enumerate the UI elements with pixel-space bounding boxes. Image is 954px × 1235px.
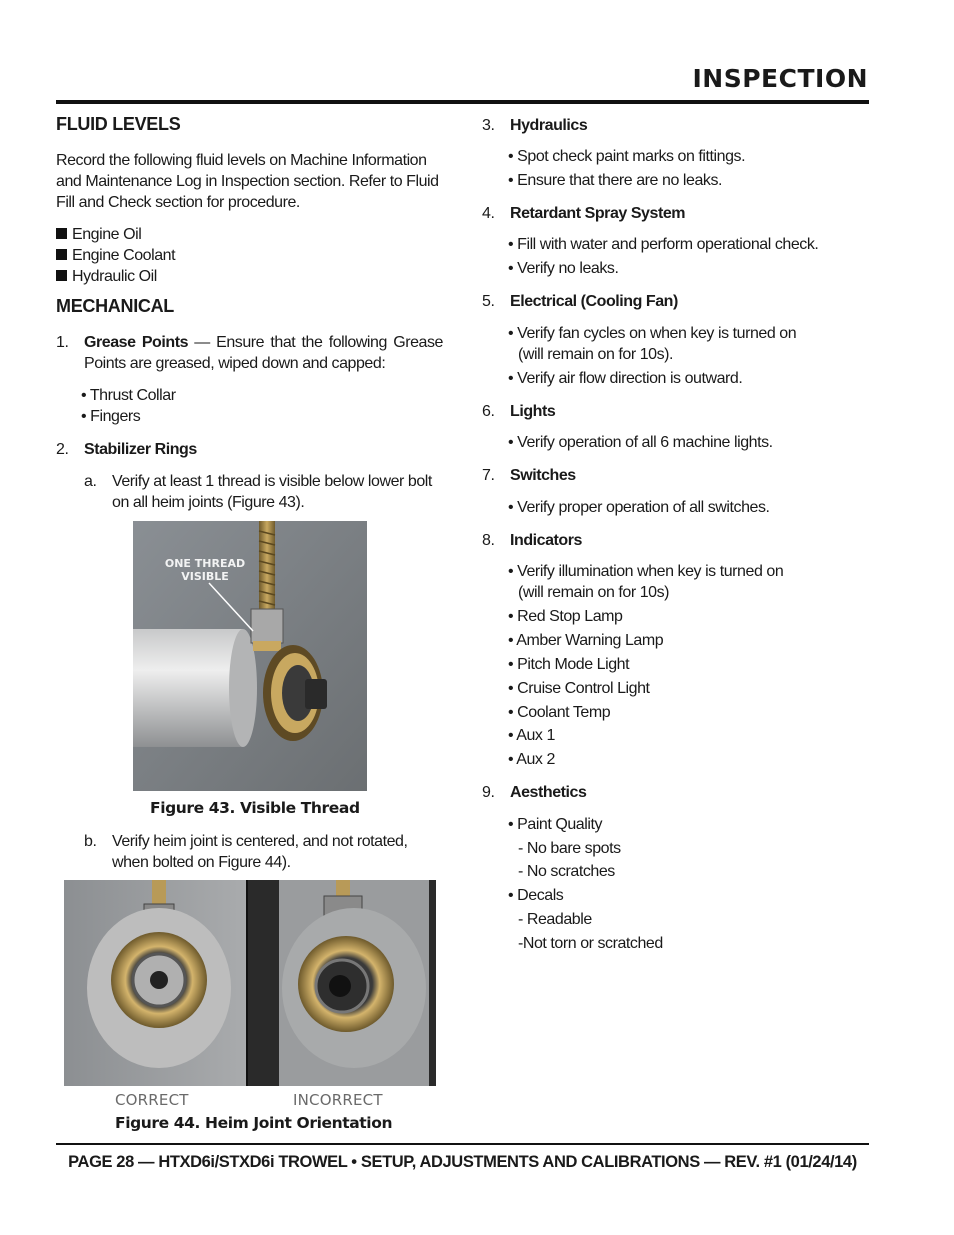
aesthetics-bullet: • Paint Quality <box>508 816 603 833</box>
aesthetics-subitem: -Not torn or scratched <box>518 935 663 952</box>
fingers-bullet: • Fingers <box>81 408 141 425</box>
electrical-bullet: • Verify air flow direction is outward. <box>508 370 743 387</box>
lights-title: Lights <box>510 403 556 420</box>
bottom-divider <box>56 1143 869 1145</box>
indicators-bullet: • Verify illumination when key is turned on <box>508 563 784 580</box>
grease-points-title: Grease Points <box>84 334 189 351</box>
indicators-bullet: • Pitch Mode Light <box>508 656 630 673</box>
indicators-title: Indicators <box>510 532 582 549</box>
stabilizer-rings-title: Stabilizer Rings <box>84 441 197 458</box>
fluid-item: Engine Oil <box>56 224 141 245</box>
fluid-item: Engine Coolant <box>56 245 175 266</box>
hydraulics-bullet: • Spot check paint marks on fittings. <box>508 148 746 165</box>
figure-43-photo <box>133 521 367 791</box>
switches-bullet: • Verify proper operation of all switches. <box>508 499 770 516</box>
top-divider <box>56 100 869 104</box>
indicators-bullet-cont: (will remain on for 10s) <box>518 584 670 601</box>
indicators-bullet: • Aux 1 <box>508 727 555 744</box>
thrust-collar-bullet: • Thrust Collar <box>81 387 176 404</box>
item-number: 8. <box>482 532 495 549</box>
retardant-bullet: • Verify no leaks. <box>508 260 619 277</box>
step-letter: b. <box>84 833 97 850</box>
figure-44-photo <box>64 880 436 1086</box>
electrical-title: Electrical (Cooling Fan) <box>510 293 678 310</box>
indicators-bullet: • Cruise Control Light <box>508 680 650 697</box>
aesthetics-subitem: - Readable <box>518 911 592 928</box>
step-a-text: Verify at least 1 thread is visible below lower bolt on all heim joints (Figure 43). <box>112 473 432 511</box>
fluid-levels-intro: Record the following fluid levels on Machine Information and Maintenance Log in Inspection section. Refer to Fluid Fill and Check section for procedure. <box>56 152 439 211</box>
electrical-bullet: • Verify fan cycles on when key is turned on <box>508 325 797 342</box>
indicators-bullet: • Amber Warning Lamp <box>508 632 664 649</box>
heim-joint-orientation-illustration <box>64 880 436 1086</box>
aesthetics-bullet: • Decals <box>508 887 564 904</box>
item-number: 9. <box>482 784 495 801</box>
item-number: 1. <box>56 334 69 351</box>
hydraulics-bullet: • Ensure that there are no leaks. <box>508 172 722 189</box>
mechanical-heading: MECHANICAL <box>56 296 174 316</box>
item-number: 7. <box>482 467 495 484</box>
figure-43-caption: Figure 43. Visible Thread <box>150 799 360 817</box>
indicators-bullet: • Coolant Temp <box>508 704 611 721</box>
fluid-levels-heading: FLUID LEVELS <box>56 114 181 134</box>
lights-bullet: • Verify operation of all 6 machine lights. <box>508 434 773 451</box>
item-number: 4. <box>482 205 495 222</box>
fluid-item: Hydraulic Oil <box>56 266 157 287</box>
section-title: INSPECTION <box>692 64 868 93</box>
item-number: 6. <box>482 403 495 420</box>
retardant-bullet: • Fill with water and perform operational check. <box>508 236 819 253</box>
aesthetics-subitem: - No bare spots <box>518 840 621 857</box>
aesthetics-title: Aesthetics <box>510 784 587 801</box>
figure-43-label: ONE THREAD VISIBLE <box>164 557 246 583</box>
step-letter: a. <box>84 473 97 490</box>
correct-label: CORRECT <box>115 1091 189 1109</box>
item-number: 5. <box>482 293 495 310</box>
indicators-bullet: • Aux 2 <box>508 751 555 768</box>
aesthetics-subitem: - No scratches <box>518 863 615 880</box>
item-number: 3. <box>482 117 495 134</box>
grease-points-text: — Ensure that the following Grease Points are greased, wiped down and capped: <box>84 334 443 372</box>
retardant-spray-title: Retardant Spray System <box>510 205 686 222</box>
step-b-text: Verify heim joint is centered, and not rotated, when bolted on Figure 44). <box>112 833 408 871</box>
grease-points-item <box>84 332 443 374</box>
indicators-bullet: • Red Stop Lamp <box>508 608 623 625</box>
page-footer: PAGE 28 — HTXD6i/STXD6i TROWEL • SETUP, ADJUSTMENTS AND CALIBRATIONS — REV. #1 (01/24/14) <box>68 1153 857 1171</box>
hydraulics-title: Hydraulics <box>510 117 588 134</box>
incorrect-label: INCORRECT <box>293 1091 383 1109</box>
switches-title: Switches <box>510 467 576 484</box>
item-number: 2. <box>56 441 69 458</box>
electrical-bullet-cont: (will remain on for 10s). <box>518 346 674 363</box>
figure-44-caption: Figure 44. Heim Joint Orientation <box>115 1114 393 1132</box>
square-bullet-icon <box>56 228 67 239</box>
square-bullet-icon <box>56 249 67 260</box>
square-bullet-icon <box>56 270 67 281</box>
